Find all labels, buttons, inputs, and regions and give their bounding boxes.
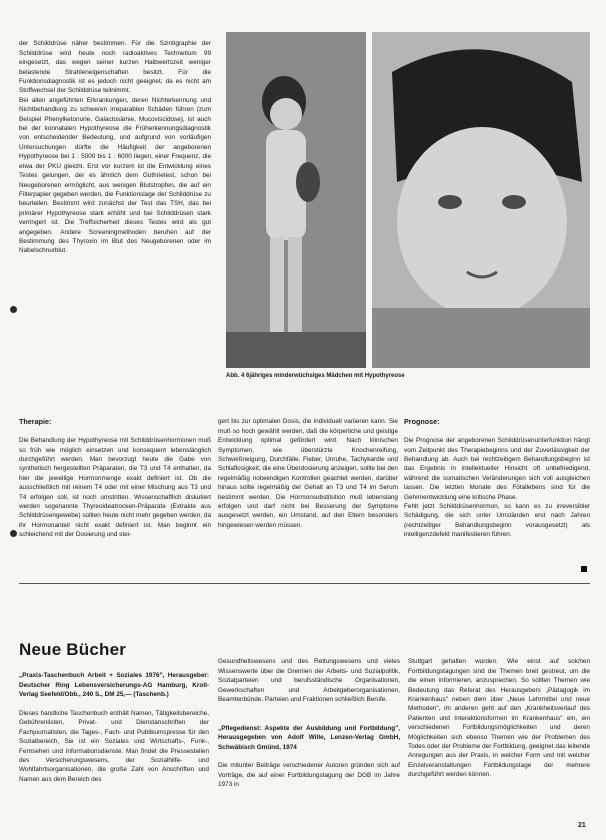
books-column-3 xyxy=(408,648,590,823)
photo-child-face xyxy=(372,32,590,368)
books-col2-text: Gesundheitswesens und des Rettungswesens und vieles Wissenswerte über die Gremien der Arbeits- und Sozialpolitik, Sozialparteien und berufsständische Organisationen, Gewerkschaften und Arbeitgeberorganisationen, Beamtenbünde, Parteien und Fraktionen schließlich Berufe. xyxy=(218,658,400,704)
binding-hole-top xyxy=(10,306,17,313)
books-column-2 xyxy=(218,648,400,828)
book-entry-1-text: Dieses handliche Taschenbuch enthält Namen, Tätigkeitsbereiche, Gebührenlisten, Privat- und Dienstanschriften der Fachjournalisten, die Tages-, Fach- und Publikumspresse für den Sozialbereich, Sie ist ein Soziales und Wirtschafts-, Funk-, Fernsehen und Informationsdienste. Man findet die Pressestellen des Versicherungswesens, der Sozialhilfe- und Wohlfahrtsorganisationen, die große Zahl von Anschriften und Namen aus dem Bereich des xyxy=(19,710,209,783)
article-intro-text: der Schilddrüse näher bestimmen. Für die Szintigraphie der Schilddrüse wird heute noch radioaktives Technetium 99 eingesetzt, das wegen seiner kurzen Halbwertszeit weniger belastende Strahleneigenschaften besitzt. Für die Funktionsdiagnostik ist es jedoch nicht geeignet, da es nicht am Stoffwechsel der Schilddrüse teilnimmt. Bei allen angeführten Erkrankungen, deren Nichterkennung und Nichtbehandlung zu schweren irreparablen Schäden führen (zum Beispiel Phenylketonurie, Galactosämie, Mucoviscidose), ist auch bei der konnatalen Hypothyreose die Früherkennungsdiagnostik von entscheidender Bedeutung, und aufgrund von vorläufigen Untersuchungen dürfte die Häufigkeit der angeborenen Hypothyreose bei 1 : 5000 bis 1 : 6000 liegen, einer Frequenz, die etwa der PKU gleicht. Erst vor kurzem ist die Entwicklung eines Testes gelungen, der es ähnlich dem Guthrietest, schon bei Neugeborenen ermöglicht, aus wenigen Blutstropfen, die auf ein Filterpapier gegeben werden, die Funktionslage der Schilddrüse zu beurteilen. Bestimmt wird zunächst der Test das TSH, das bei primärer Hypothyreose stark erhöht und bei Schilddrüsen stark verringert ist. Die Treffsicherheit dieses Testes wird als gut angegeben. Andere Screeningmethoden beruhen auf der Bestimmung des Thyroxin im Blut des Neugeborenen oder im Nabelschnurblut. xyxy=(19,40,211,255)
book-entry-2-text: Die mitunter Beiträge verschiedener Autoren gründen sich auf Vorträge, die auf einer Fortbildungstagung der DGB im Jahre 1973 in xyxy=(218,762,400,789)
article-column-1 xyxy=(19,30,211,410)
photo-child-full xyxy=(226,32,366,368)
child-face-image xyxy=(372,32,590,368)
page-number: 21 xyxy=(578,822,586,829)
prognosis-section xyxy=(404,408,590,573)
book-entry-2-head: „Pflegedienst: Aspekte der Ausbildung und Fortbildung", Herausgegeben von Adolf Wille, Lenzen-Verlag GmbH, Schwäbisch Gmünd, 1974 xyxy=(218,724,400,751)
article-col2-text: gert bis zur optimalen Dosis, die individuell variieren kann. Sie muß so hoch gewählt werden, daß die körperliche und geistige Entwicklung optimal gefördert wird. Nach klinischen Symptomen, wie überstürzte Knochenreifung, Schweißneigung, Durchfälle, Fieber, Unruhe, Tachykardie und Schlaflosigkeit, die eine Überdosierung anzeigen, sollte bei den regelmäßig notwendigen Kontrollen geachtet werden, darüber hinaus sollte regelmäßig der Gehalt an T3 und T4 im Serum bestimmt werden. Die Hormonsubstitution muß lebenslang erfolgen und darf nicht bei Besserung der Symptome ausgesetzt werden, ein Umstand, auf den Eltern besonders hingewiesen werden müssen. xyxy=(218,418,398,529)
books-column-1 xyxy=(19,662,209,827)
book-entry-1-head: „Praxis-Taschenbuch Arbeit + Soziales 1976", Herausgeber: Deutscher Ring Lebensversicherungs-AG Hamburg, Kroll-Verlag Seefeld/Obb., 240 S., DM 25,— (Taschenb.) xyxy=(19,672,209,699)
prognosis-heading: Prognose: xyxy=(404,417,440,427)
therapy-section xyxy=(19,408,211,573)
books-heading: Neue Bücher xyxy=(19,640,127,659)
prognosis-text: Die Prognose der angeborenen Schilddrüsenunterfunktion hängt vom Zeitpunkt des Therapiebeginns und der Zuverlässigkeit der Behandlung ab. Auch bei rechtzeitigem Behandlungsbeginn ist das Ergebnis in intellektueller Hinsicht oft unbefriedigend, während die somatischen Veränderungen sich voll ausgleichen lassen. Die letzten Monate des Fötallebens sind für die Gehirnentwicklung eine kritische Phase. Fehlt jetzt Schilddrüsenhormon, so kann es zu irreversibler Schädigung, die sich unter Umständen erst nach Jahren (rechtzeitiger Behandlungsbeginn vorausgesetzt) als intelligenzdefekt manifestieren führen. xyxy=(404,437,590,539)
article-column-2 xyxy=(218,408,398,573)
books-col3-text: Stuttgart gehalten wurden. Wie einst auf solchen Fortbildungstagungen sind die Themen breit gestreut, um die die einen informieren, anzusprechen. So sollten Themen wie Bedeutung das Referat des Herausgebers „Pädagogik im Krankenhaus" neben dem über „Neue Lehrmittel und neue Methoden", im anderen geht auf den „Krankheitsverlauf des Patienten und Interaktionsformen im Krankenhaus" ein, ein verschiedenen Fortbildungsmöglichkeiten und deren Möglichkeiten sich ebenso Themen wie der Problemen des Todes oder der Probleme der Fortbildung, geeignet das leitende Anregungen aus der Praxis, in welcher Form und mit welcher Einzelveranstaltungen Fortbildungstage der mehrere durchgeführt werden können. xyxy=(408,658,590,779)
therapy-text: Die Behandlung der Hypothyreose mit Schilddrüsenhormonen muß so früh wie möglich einsetzen und konsequent lebenslänglich durchgeführt werden. Man bevorzugt heute die Gabe von synthetisch hergestellten Präparaten, die T3 und T4 enthalten, da hier die jeweilige Hormonmenge exakt definiert ist. Ob die ausschließlich mit reinem T4 oder mit einer Mischung aus T3 und T4 erfolgen soll, ist noch umstritten. Wissenschaftlich diskutiert werden sogenannte Thyreoideatrocken-Präparate (Extrakte aus Schilddrüsengewebe) sollten heute nicht mehr gegeben werden, da ihr Hormonanteil nicht exakt definiert ist. Man beginnt ein schleichend mit der Dosierung und stei- xyxy=(19,437,211,539)
article-end-square xyxy=(581,566,587,572)
binding-hole-bottom xyxy=(10,530,17,537)
therapy-heading: Therapie: xyxy=(19,417,52,427)
figure-caption: Abb. 4 6jähriges minderwüchsiges Mädchen mit Hypothyreose xyxy=(226,373,405,379)
child-standing-image xyxy=(226,32,366,368)
section-divider xyxy=(19,583,590,584)
